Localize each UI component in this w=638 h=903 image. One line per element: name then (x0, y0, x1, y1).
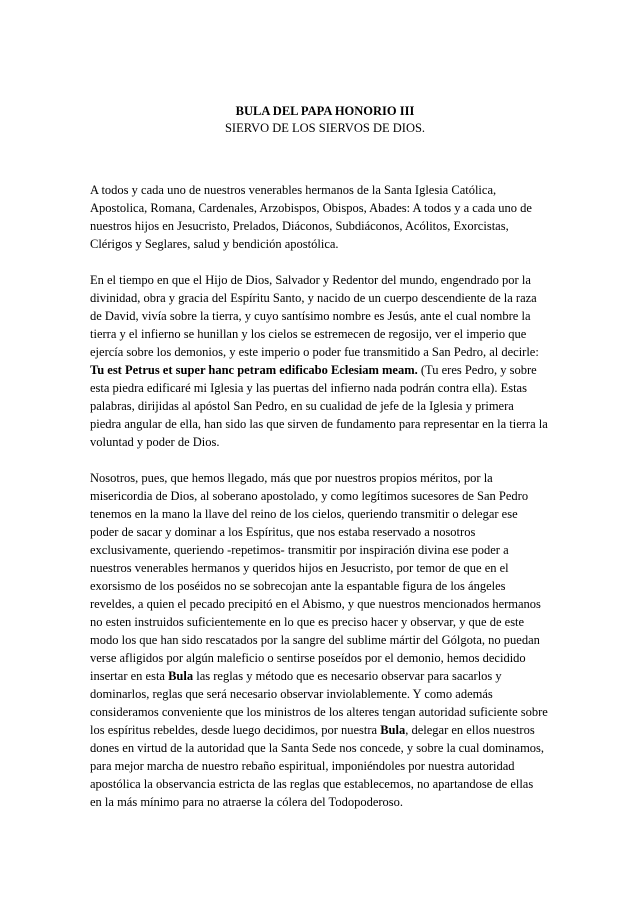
paragraph-salutation (90, 181, 548, 253)
paragraph-text: A todos y cada uno de nuestros venerables hermanos de la Santa Iglesia Católica, Apostolica, Romana, Cardenales, Arzobispos, Obispos, Abades: A todos y a cada uno de nuestros hijos en Jesucristo, Prelados, Diáconos, Subdiáconos, Acólitos, Exorcistas, Clérigos y Seglares, salud y bendición apostólica. (90, 183, 532, 251)
paragraph-text: (Tu eres Pedro, y sobre esta piedra edificaré mi Iglesia y las puertas del infierno nada podrán contra ella). Estas palabras, dirijidas al apóstol San Pedro, en su cualidad de jefe de la Iglesia y primera piedra angular de ella, han sido las que sirven de fundamento para representar en la tierra la voluntad y poder de Dios. (90, 363, 548, 449)
bula-emphasis: Bula (380, 723, 406, 737)
latin-quote: Tu est Petrus et super hanc petram edificabo Eclesiam meam. (90, 363, 418, 377)
paragraph-text: En el tiempo en que el Hijo de Dios, Salvador y Redentor del mundo, engendrado por la divinidad, obra y gracia del Espíritu Santo, y nacido de un cuerpo descendiente de la raza de David, vivía sobre la tierra, y cuyo santísimo nombre es Jesús, ante el cual nombre la tierra y el infierno se hunillan y los cielos se estremecen de regosijo, ver el imperio que ejercía sobre los demonios, y este imperio o poder fue transmitido a San Pedro, al decirle: (90, 273, 539, 359)
paragraph-text: , delegar en ellos nuestros dones en virtud de la autoridad que la Santa Sede nos concede, y sobre la cual dominamos, para mejor marcha de nuestro rebaño espiritual, imponiéndoles por nuestra autoridad apostólica la observancia estricta de las reglas que establecemos, no apartandose de ellas en la más mínimo para no atraerse la cólera del Todopoderoso. (90, 723, 545, 809)
paragraph-peter (90, 271, 548, 451)
document-header (90, 103, 550, 137)
paragraph-text: Nosotros, pues, que hemos llegado, más que por nuestros propios méritos, por la misericordia de Dios, al soberano apostolado, y como legítimos sucesores de San Pedro tenemos en la mano la llave del reino de los cielos, queriendo transmitir o delegar ese poder de sacar y dominar a los Espíritus, que nos estaba reservado a nosotros exclusivamente, queriendo -repetimos- transmitir por inspiración divina ese poder a nuestros venerables hermanos y queridos hijos en Jesucristo, por temor de que en el exorsismo de los poséidos no se sobrecojan ante la espantable figura de los ángeles reveldes, a quien el pecado precipitó en el Abismo, y que nuestros mencionados hermanos no esten instruidos suficientemente en lo que es preciso hacer y observar, y que de este modo los que han sido rescatados por la sangre del sublime mártir del Gólgota, no puedan verse afligidos por algún maleficio o sentirse poseídos por el demonio, hemos decidido insertar en esta (90, 471, 541, 683)
document-subtitle: SIERVO DE LOS SIERVOS DE DIOS. (224, 121, 426, 135)
paragraph-decree (90, 469, 548, 811)
document-title: BULA DEL PAPA HONORIO III (235, 104, 415, 118)
document-body (90, 181, 548, 829)
paragraph-text: las reglas y método que es necesario observar para sacarlos y dominarlos, reglas que será necesario observar inviolablemente. Y como además consideramos conveniente que los ministros de los alteres tengan autoridad suficiente sobre los espíritus rebeldes, desde luego decidimos, por nuestra (90, 669, 548, 737)
bula-emphasis: Bula (168, 669, 194, 683)
